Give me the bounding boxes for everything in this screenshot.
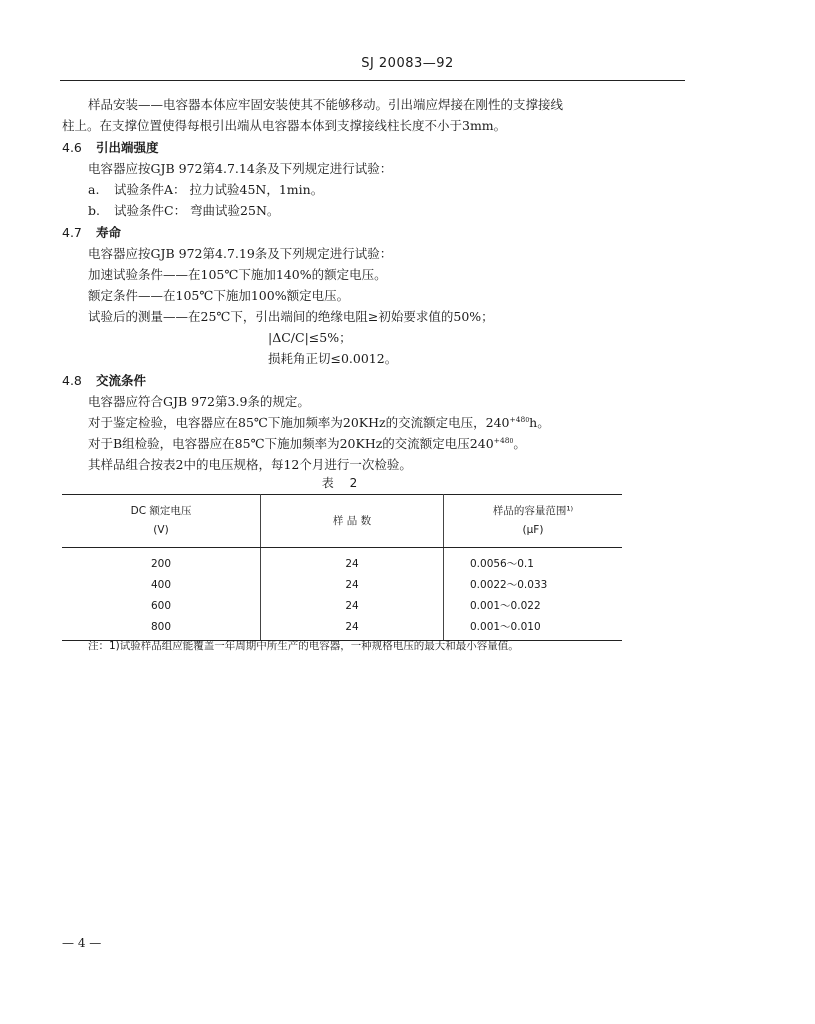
item-text: 试验条件C： 弯曲试验25N。	[114, 203, 280, 218]
cell-voltage: 800	[62, 616, 261, 641]
s47-rated: 额定条件——在105℃下施加100%额定电压。	[88, 288, 350, 303]
sample-mounting-line-2: 柱上。在支撑位置使得每根引出端从电容器本体到支撑接线柱长度不小于3mm。	[62, 118, 507, 133]
cell-range: 0.0056～0.1	[470, 558, 534, 570]
cell-count: 24	[261, 595, 444, 616]
cell-range: 0.001～0.022	[470, 600, 541, 612]
s47-measurement: 试验后的测量——在25℃下，引出端间的绝缘电阻≥初始要求值的50%；	[88, 309, 494, 324]
cell-count: 24	[261, 616, 444, 641]
s48-sample-combination: 其样品组合按表2中的电压规格，每12个月进行一次检验。	[88, 457, 412, 472]
section-title: 交流条件	[96, 373, 147, 388]
s48-intro: 电容器应符合GJB 972第3.9条的规定。	[88, 394, 310, 409]
s46-item-a	[88, 181, 323, 199]
item-label: b.	[88, 203, 100, 218]
cell-range: 0.0022～0.033	[470, 579, 548, 591]
page-number: — 4 —	[62, 936, 102, 950]
cell-range: 0.001～0.010	[444, 616, 623, 641]
text-part: 对于B组检验，电容器应在85℃下施加频率为20KHz的交流额定电压240	[88, 436, 494, 451]
text-part: 对于鉴定检验，电容器应在85℃下施加频率为20KHz的交流额定电压，240	[88, 415, 510, 430]
text-part: h。	[529, 415, 550, 430]
sample-mounting-line-1: 样品安装——电容器本体应牢固安装使其不能够移动。引出端应焊接在刚性的支撑接线	[88, 97, 564, 112]
header-voltage-label: DC 额定电压	[130, 505, 192, 517]
standard-code-header: SJ 20083—92	[361, 56, 454, 71]
text-part: 。	[513, 436, 526, 451]
section-title: 引出端强度	[96, 140, 159, 155]
s47-accelerated: 加速试验条件——在105℃下施加140%的额定电压。	[88, 267, 387, 282]
cell-voltage: 600	[62, 595, 261, 616]
s48-qualification	[88, 414, 550, 432]
section-number: 4.8	[62, 373, 82, 388]
section-number: 4.7	[62, 225, 82, 240]
header-sample-count: 样 品 数	[261, 495, 444, 548]
tolerance-upper: +48	[493, 436, 510, 445]
s46-item-b	[88, 202, 279, 220]
section-4-6-heading	[62, 139, 159, 157]
header-range-unit: (μF)	[522, 524, 544, 536]
header-rule	[60, 80, 685, 81]
table-footnote: 注：1)试验样品组应能覆盖一年周期中所生产的电容器，一种规格电压的最大和最小容量值。	[88, 640, 519, 652]
table-row	[62, 595, 622, 616]
item-text: 试验条件A： 拉力试验45N，1min。	[114, 182, 324, 197]
cell-voltage: 400	[62, 574, 261, 595]
item-label: a.	[88, 182, 100, 197]
tolerance	[509, 415, 529, 424]
section-4-7-heading	[62, 224, 121, 242]
s46-intro: 电容器应按GJB 972第4.7.14条及下列规定进行试验：	[88, 161, 393, 176]
cell-voltage: 200	[62, 548, 261, 575]
header-capacitance-range	[444, 495, 623, 548]
section-4-8-heading	[62, 372, 146, 390]
s47-loss-tangent: 损耗角正切≤0.0012。	[268, 351, 398, 366]
s47-intro: 电容器应按GJB 972第4.7.19条及下列规定进行试验：	[88, 246, 393, 261]
table-2	[62, 494, 622, 641]
tolerance-upper: +48	[509, 415, 526, 424]
table-title: 表 2	[321, 476, 364, 490]
header-voltage-unit: (V)	[153, 524, 169, 536]
section-number: 4.6	[62, 140, 82, 155]
table-row	[62, 574, 622, 595]
cell-count: 24	[261, 574, 444, 595]
section-title: 寿命	[96, 225, 122, 240]
tolerance	[494, 436, 514, 445]
table-header-row	[62, 495, 622, 548]
header-voltage	[62, 495, 261, 548]
cell-count: 24	[261, 548, 444, 575]
s48-group-b	[88, 435, 526, 453]
tolerance-lower: 0	[525, 417, 530, 424]
s47-capacitance-change: |ΔC/C|≤5%；	[268, 330, 352, 345]
header-range-label: 样品的容量范围¹⁾	[492, 505, 574, 517]
table-row	[62, 616, 622, 641]
table-row	[62, 548, 622, 575]
tolerance-lower: 0	[509, 438, 514, 445]
